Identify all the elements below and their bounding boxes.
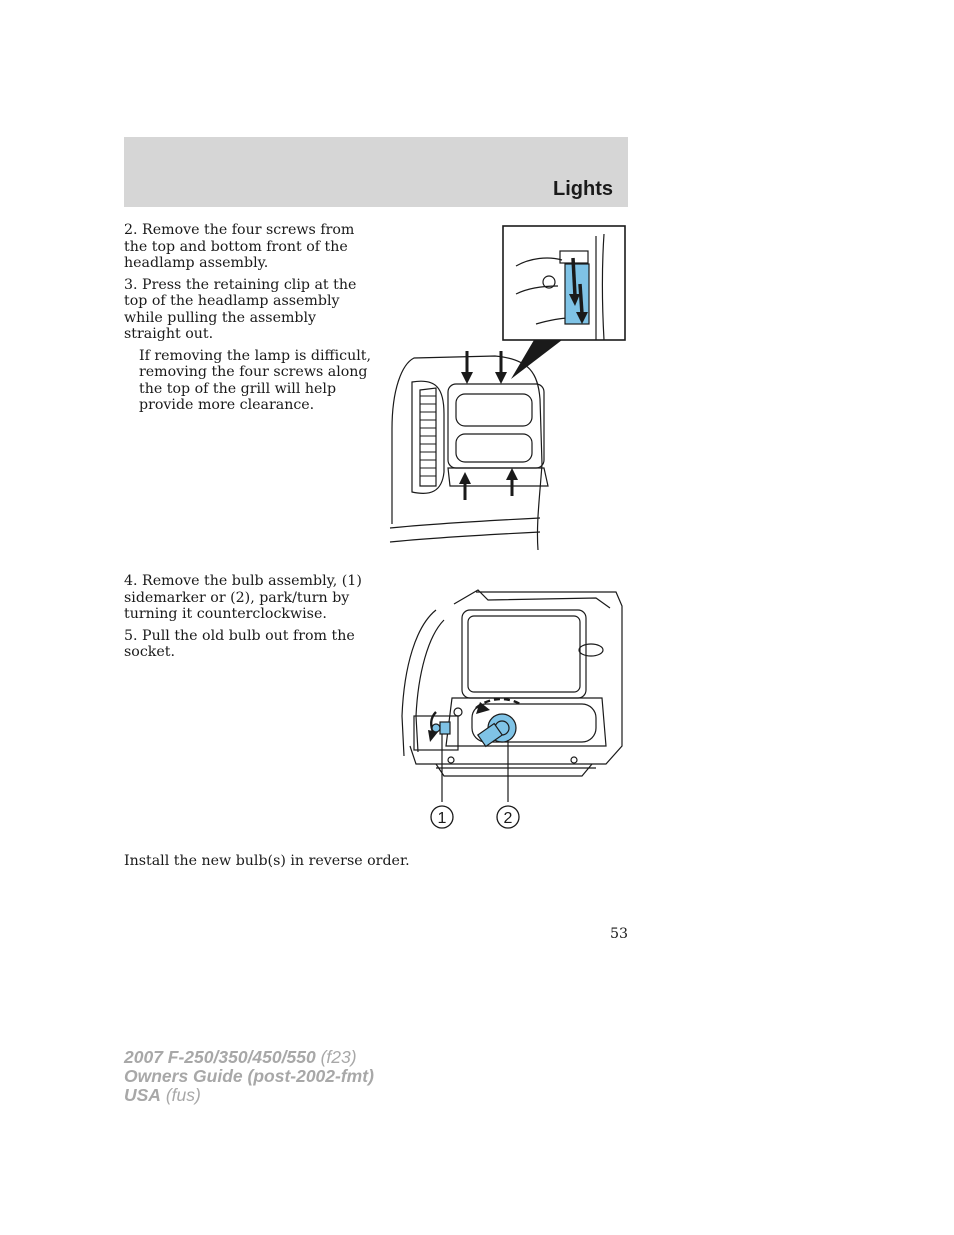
- section-header-band: [124, 137, 628, 207]
- bulb-socket-figure: [396, 586, 626, 836]
- document-footer: [124, 1048, 374, 1105]
- step-3-text: 3. Press the retaining clip at the top of the headlamp assembly while pulling the assembly straight out.: [124, 276, 357, 342]
- callout-2-label: 2: [503, 810, 513, 827]
- step-2-text: 2. Remove the four screws from the top and bottom front of the headlamp assembly.: [124, 222, 355, 271]
- step-3-note: If removing the lamp is difficult, removing the four screws along the top of the grill will help provide more clearance.: [139, 347, 372, 413]
- section-title: Lights: [553, 178, 613, 200]
- instructions-block-2: [124, 573, 376, 666]
- footer-line-2: Owners Guide (post-2002-fmt): [124, 1066, 374, 1086]
- headlamp-removal-figure: [390, 224, 630, 554]
- step-4-text: 4. Remove the bulb assembly, (1) sidemarker or (2), park/turn by turning it counterclockwise.: [124, 573, 362, 622]
- callout-1: [431, 806, 453, 828]
- footer-line-1: 2007 F-250/350/450/550 (f23): [124, 1047, 357, 1067]
- page-number: 53: [609, 926, 628, 942]
- callout-1-label: 1: [437, 810, 447, 827]
- step-5-text: 5. Pull the old bulb out from the socket.: [124, 627, 355, 660]
- instructions-block-1: [124, 222, 376, 419]
- footer-line-3: USA (fus): [124, 1085, 201, 1105]
- callout-2: [497, 806, 519, 828]
- closing-text: Install the new bulb(s) in reverse order.: [124, 853, 410, 869]
